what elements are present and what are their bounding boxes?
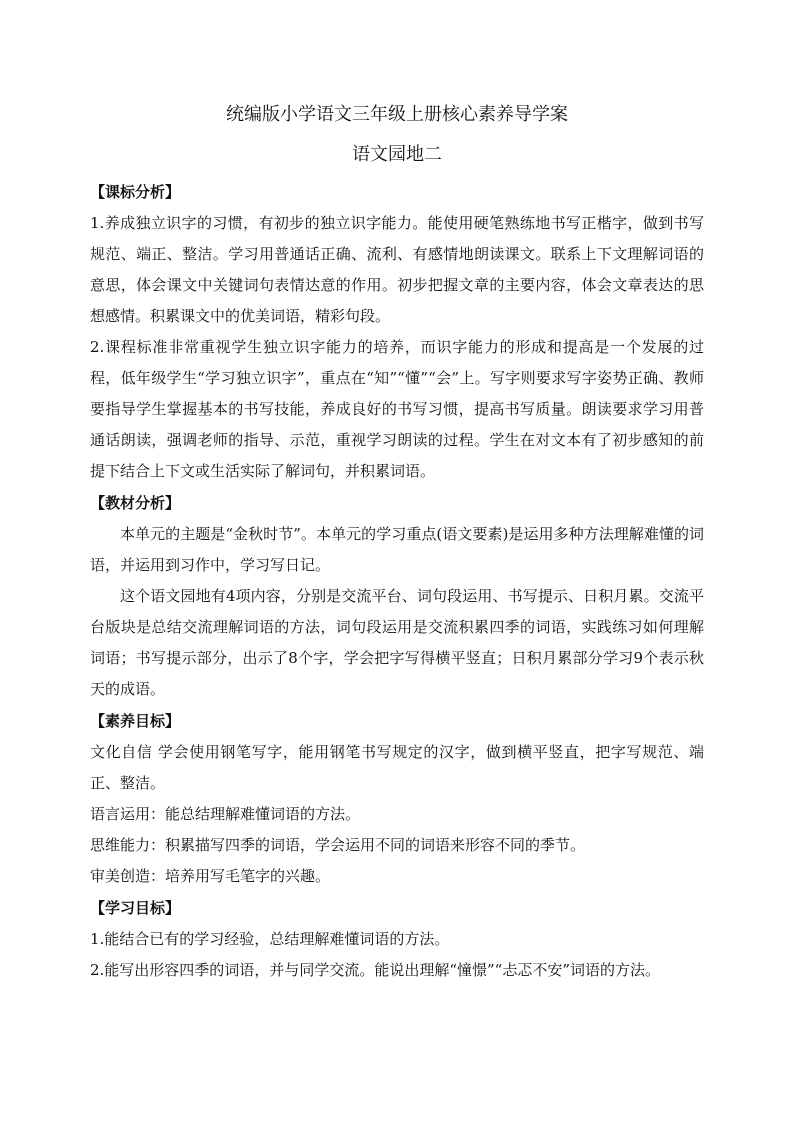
section-curriculum-analysis bbox=[90, 176, 704, 487]
section-heading: 【教材分析】 bbox=[90, 494, 181, 512]
section-heading: 【课标分析】 bbox=[90, 183, 181, 201]
paragraph: 文化自信 学会使用钢笔写字，能用钢笔书写规定的汉字，做到横平竖直，把字写规范、端正、整洁。 bbox=[90, 743, 704, 792]
paragraph: 语言运用：能总结理解难懂词语的方法。 bbox=[90, 805, 361, 823]
paragraph: 本单元的主题是“金秋时节”。本单元的学习重点(语文要素)是运用多种方法理解难懂的词语，并运用到习作中，学习写日记。 bbox=[90, 525, 704, 574]
section-literacy-goals bbox=[90, 705, 704, 892]
document-title: 统编版小学语文三年级上册核心素养导学案 bbox=[226, 104, 568, 125]
section-textbook-analysis bbox=[90, 487, 704, 705]
paragraph: 1.能结合已有的学习经验，总结理解难懂词语的方法。 bbox=[90, 930, 450, 948]
paragraph: 思维能力：积累描写四季的词语，学会运用不同的词语来形容不同的季节。 bbox=[90, 836, 586, 854]
paragraph: 1.养成独立识字的习惯，有初步的独立识字能力。能使用硬笔熟练地书写正楷字，做到书写规范、端正、整洁。学习用普通话正确、流利、有感情地朗读课文。联系上下文理解词语的意思，体会课文中关键词句表情达意的作用。初步把握文章的主要内容，体会文章表达的思想感情。积累课文中的优美词语，精彩句段。 bbox=[90, 214, 704, 325]
section-learning-goals bbox=[90, 892, 704, 986]
document-page bbox=[90, 100, 704, 986]
document-subtitle: 语文园地二 bbox=[352, 144, 442, 165]
paragraph: 这个语文园地有4项内容，分别是交流平台、词句段运用、书写提示、日积月累。交流平台版块是总结交流理解词语的方法，词句段运用是交流积累四季的词语，实践练习如何理解词语；书写提示部分，出示了8个字，学会把字写得横平竖直；日积月累部分学习9个表示秋天的成语。 bbox=[90, 587, 704, 698]
paragraph: 2.能写出形容四季的词语，并与同学交流。能说出理解“憧憬”“忐忑不安”词语的方法。 bbox=[90, 961, 660, 979]
section-heading: 【素养目标】 bbox=[90, 712, 181, 730]
section-heading: 【学习目标】 bbox=[90, 899, 181, 917]
paragraph: 审美创造：培养用写毛笔字的兴趣。 bbox=[90, 867, 331, 885]
paragraph: 2.课程标准非常重视学生独立识字能力的培养，而识字能力的形成和提高是一个发展的过程，低年级学生“学习独立识字”，重点在“知”“懂”“会”上。写字则要求写字姿势正确、教师要指导学生掌握基本的书写技能，养成良好的书写习惯，提高书写质量。朗读要求学习用普通话朗读，强调老师的指导、示范，重视学习朗读的过程。学生在对文本有了初步感知的前提下结合上下文或生活实际了解词句，并积累词语。 bbox=[90, 338, 704, 480]
